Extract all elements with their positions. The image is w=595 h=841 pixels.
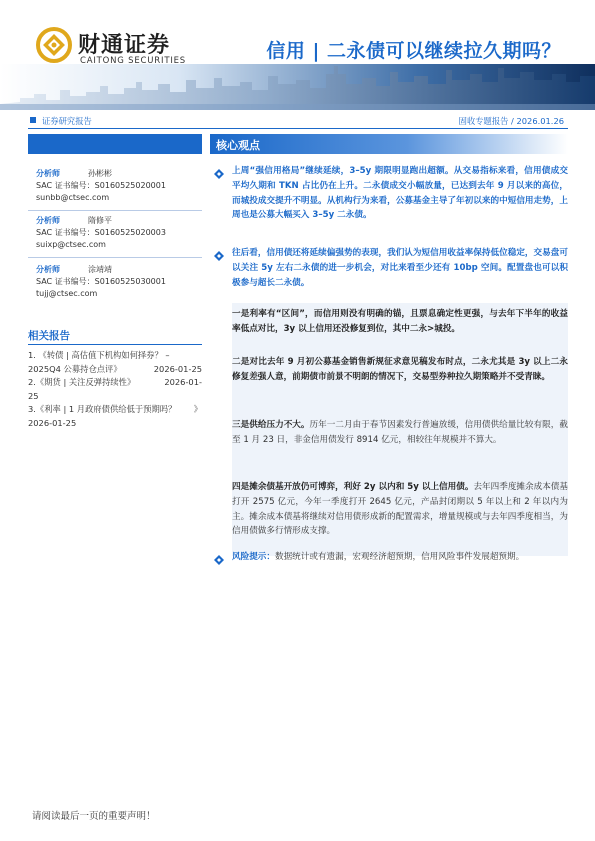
analyst-role: 分析师 xyxy=(36,169,60,178)
square-marker-icon xyxy=(30,117,36,123)
supporting-paragraph xyxy=(232,355,568,385)
analyst-sac: SAC 证书编号：S0160525020003 xyxy=(36,228,166,237)
paragraph-text-run: 四是摊余债基开放仍可博弈，利好 2y 以内和 5y 以上信用债。 xyxy=(232,482,474,492)
paragraph-text-run: 上周“强信用格局”继续延续，3–5y 期限明显跑出超额。从交易指标来看，信用债成交平均久期和 TKN 占比仍在上升。二永债成交小幅放量，已达到去年 9 月以来的高位，而城投成交提升不明显。从机构行为来看，公募基金主导了年初以来的中短信用走势，上周也是公募大幅买入 3–5y 二永债。 xyxy=(232,166,568,221)
analyst-role: 分析师 xyxy=(36,265,60,274)
related-report-line[interactable]: 25 xyxy=(28,390,39,401)
paragraph-text-run: 一是利率有“区间”，而信用则没有明确的锚，且票息确定性更强，与去年下半年的收益率低点对比，3y 以上信用还没修复到位，其中二永>城投。 xyxy=(232,309,568,334)
diamond-bullet-icon xyxy=(214,251,224,261)
coin-logo-icon xyxy=(36,26,72,64)
supporting-paragraph xyxy=(232,418,568,448)
risk-warning xyxy=(232,550,568,565)
analyst-name: 隋修平 xyxy=(88,216,112,225)
paragraph-text-run: 历年一二月由于春节因素发行普遍放缓，信用债供给量比较有限，截至 1 月 23 日，非金信用债发行 8914 亿元，相较往年规模并不算大。 xyxy=(232,420,568,445)
report-title: 信用 | 二永债可以继续拉久期吗？ xyxy=(266,40,561,62)
paragraph-text-run: 二是对比去年 9 月初公募基金销售新规征求意见稿发布时点，二永尤其是 3y 以上二永修复差强人意，前期债市前景不明朗的情况下，交易型券种拉久期策略并不受青睐。 xyxy=(232,357,568,382)
section-title: 核心观点 xyxy=(216,139,260,152)
paragraph-text-run: 去年四季度摊余成本债基打开 2575 亿元，今年一季度打开 2645 亿元，产品封闭期以 5 年以上和 2 年以内为主。摊余成本债基将继续对信用债形成新的配置需求，增量规模或与去年四季度相当，为信用债做多行情形成支撑。 xyxy=(232,482,568,537)
caitong-logo xyxy=(36,26,186,70)
divider xyxy=(28,128,568,129)
diamond-bullet-icon xyxy=(214,169,224,179)
document-meta: 固收专题报告 / 2026.01.26 xyxy=(458,116,564,126)
city-skyline-banner xyxy=(0,64,595,110)
divider xyxy=(28,257,202,258)
brand-name-cn: 财通证券 xyxy=(78,33,171,58)
paragraph-text-run: 往后看，信用债还将延续偏强势的表现，我们认为短信用收益率保持低位稳定，交易盘可以关注 5y 左右二永债的进一步机会，对比来看至少还有 10bp 空间。配置盘也可以积极参与超长二永债。 xyxy=(232,248,568,288)
analyst-card xyxy=(36,168,206,204)
supporting-paragraph xyxy=(232,480,568,539)
related-reports-list xyxy=(28,349,202,430)
paragraph-text-run: 数据统计或有遗漏，宏观经济超预期，信用风险事件发展超预期。 xyxy=(274,552,525,562)
related-report-line[interactable]: 2026-01-25 xyxy=(28,417,77,428)
key-point-paragraph xyxy=(232,164,568,223)
disclaimer-notice: 请阅读最后一页的重要声明！ xyxy=(32,811,156,822)
document-type: 证券研究报告 xyxy=(42,116,92,126)
analyst-email[interactable]: sunbb@ctsec.com xyxy=(36,193,110,202)
analyst-card xyxy=(36,215,206,251)
section-header xyxy=(210,134,568,154)
analyst-sac: SAC 证书编号：S0160525030001 xyxy=(36,277,166,286)
analyst-name: 孙彬彬 xyxy=(88,169,112,178)
analyst-email[interactable]: tujj@ctsec.com xyxy=(36,289,98,298)
supporting-paragraph xyxy=(232,307,568,337)
analyst-role: 分析师 xyxy=(36,216,60,225)
related-report-line[interactable]: 3.《利率 | 1 月政府债供给低于预期吗？ 》 xyxy=(28,404,202,414)
analyst-sac: SAC 证书编号：S0160525020001 xyxy=(36,181,166,190)
analyst-email[interactable]: suixp@ctsec.com xyxy=(36,240,106,249)
related-report-line[interactable]: 1. 《转债 | 高估值下机构如何择券？ – xyxy=(28,350,170,360)
analyst-name: 涂靖靖 xyxy=(88,265,112,274)
report-header xyxy=(0,0,595,110)
sidebar-band xyxy=(28,134,202,154)
divider xyxy=(28,210,202,211)
related-report-line[interactable]: 2.《期货 | 关注反弹持续性》 2026-01- xyxy=(28,377,202,387)
key-point-paragraph xyxy=(232,246,568,290)
report-topbar xyxy=(28,114,568,128)
divider xyxy=(28,344,202,345)
paragraph-text-run: 风险提示： xyxy=(232,552,275,562)
paragraph-text-run: 三是供给压力不大。 xyxy=(232,420,310,430)
related-reports-title: 相关报告 xyxy=(28,330,70,342)
related-report-line[interactable]: 2025Q4 公募持仓点评》 2026-01-25 xyxy=(28,363,202,374)
diamond-bullet-icon xyxy=(214,555,224,565)
brand-name-en: CAITONG SECURITIES xyxy=(80,56,186,66)
analyst-card xyxy=(36,264,206,300)
